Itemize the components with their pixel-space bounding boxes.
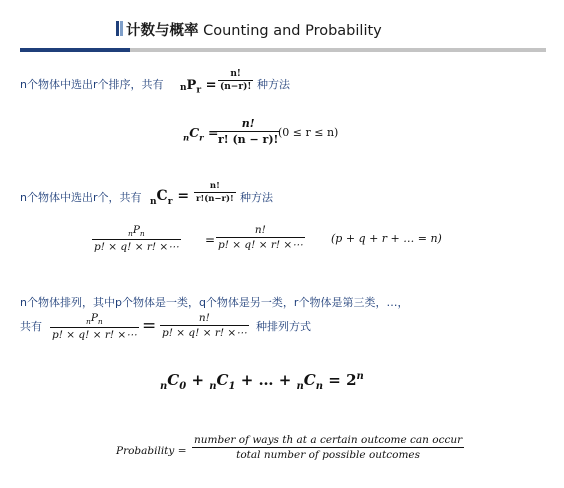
title-marker-bar-dark: [116, 21, 119, 36]
grouping-text-line1: n个物体排列，其中p个物体是一类，q个物体是另一类，r个物体是第三类，…，: [20, 296, 409, 309]
multinomial-equals: =: [205, 233, 216, 247]
combination-fraction: $\frac{n!}{r!(n-r)!}$: [196, 181, 234, 204]
probability-lhs: Probability =: [116, 445, 187, 457]
multinomial-fraction-left: $_nP_n$ p! × q! × r! ×⋯: [94, 224, 179, 254]
binomial-sum: $_nC_0 + _nC_1$ + … + $_nC_n = 2^n$: [160, 371, 364, 392]
title-marker-bar-light: [120, 21, 123, 36]
grouping-text-after: 种排列方式: [256, 320, 311, 333]
permutation-fraction: $\frac{n!}{(n-r)!}$: [220, 69, 252, 92]
page-title-cn: 计数与概率: [126, 23, 199, 39]
combination-text-after: 种方法: [240, 191, 273, 204]
c-formula-lhs: $_nC_r$ =: [183, 125, 219, 144]
combination-lhs: $_nC_r$ =: [150, 188, 190, 207]
multinomial-fraction-right: $\frac{n!}{p! \times q! \times r! \times\cdots}$: [218, 224, 303, 251]
multinomial-condition: (p + q + r + … = n): [331, 232, 442, 245]
page-title: [126, 19, 382, 40]
permutation-text: n个物体中选出r个排序，共有: [20, 78, 164, 91]
title-marker-icon: [116, 21, 123, 36]
probability-fraction: number of ways tℎ at a certain outcome can occur total number of possible outcomes: [194, 434, 463, 461]
permutation-lhs: $_nP_r$ =: [180, 78, 217, 96]
permutation-text-after: 种方法: [257, 78, 290, 91]
grouping-fraction-right: $\frac{n!}{p! \times q! \times r! \times\cdots}$: [162, 312, 247, 339]
c-formula-condition: (0 ≤ r ≤ n): [278, 126, 339, 139]
header-rule-accent: [20, 48, 130, 52]
grouping-fraction-left: $_nP_n$ p! × q! × r! ×⋯: [52, 312, 137, 342]
combination-text: n个物体中选出r个，共有: [20, 191, 142, 204]
grouping-text-line2: 共有: [20, 320, 42, 333]
c-formula-fraction: $\frac{n!}{r! (n - r)!}$: [218, 117, 279, 146]
grouping-equals: =: [142, 316, 157, 336]
page-title-en: Counting and Probability: [203, 23, 382, 39]
